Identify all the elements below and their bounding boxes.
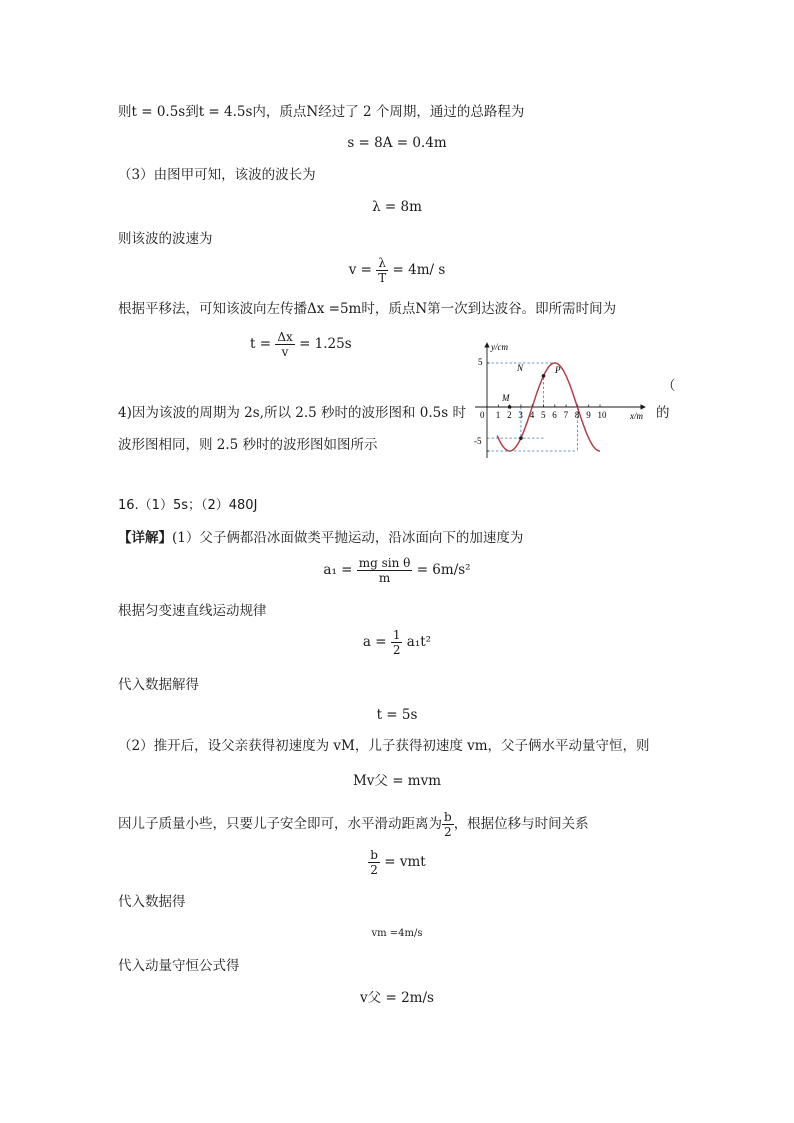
point-label-p: P	[555, 365, 561, 375]
x-tick-label: 2	[507, 410, 512, 420]
text-detail-line: 【详解】(1）父子俩都沿冰面做类平抛运动，沿冰面向下的加速度为	[118, 530, 524, 546]
equation-displacement: a = $\frac{1}{2}$ a₁t²	[362, 628, 432, 657]
x-tick-label: 6	[552, 410, 557, 420]
x-tick-label: 1	[495, 410, 501, 420]
y-tick-neg5: -5	[474, 436, 482, 446]
equation-total-path: s = 8A = 0.4m	[347, 135, 447, 151]
point-label-m: M	[502, 393, 510, 403]
x-tick-label: 0	[480, 410, 485, 420]
x-tick-label: 8	[574, 410, 580, 420]
text-son-distance: 因儿子质量小些，只要儿子安全即可，水平滑动距离为 $\frac{b}{2}$ ，根据位移与时间关系	[118, 810, 589, 839]
equation-b-over-2: $\frac{b}{2}$ = vmt	[370, 848, 426, 877]
equation-time: t = $\frac{\Delta x}{v}$ = 1.25s	[250, 330, 352, 359]
x-tick-label: 5	[541, 410, 546, 420]
equation-momentum: Mv父 = mvm	[352, 773, 442, 789]
x-tick-label: 7	[563, 410, 569, 420]
text-part4-open-paren: （	[662, 378, 676, 394]
text-uniform-motion: 根据匀变速直线运动规律	[118, 603, 267, 619]
text-wave-speed-intro: 则该波的波速为	[118, 231, 213, 247]
text-part4-de: 的	[656, 405, 670, 421]
y-axis-label: y/cm	[491, 342, 508, 352]
x-tick-label: 4	[529, 410, 535, 420]
equation-wavelength: λ = 8m	[372, 199, 422, 215]
equation-son-velocity: vm =4m/s	[371, 928, 423, 939]
fraction-b-over-2: $\frac{b}{2}$	[444, 810, 452, 839]
point-label-n: N	[517, 363, 524, 373]
graph-point	[508, 405, 512, 409]
text-part2-momentum: （2）推开后，设父亲获得初速度为 vM，儿子获得初速度 vm，父子俩水平动量守恒，则	[118, 738, 650, 754]
graph-point	[542, 374, 546, 378]
equation-wave-speed: v = $\frac{\lambda}{T}$ = 4m/ s	[348, 256, 446, 285]
x-tick-label: 9	[586, 410, 591, 420]
x-axis-label: x/m	[630, 411, 643, 421]
equation-time-result: t = 5s	[376, 707, 418, 723]
wave-graph	[470, 340, 655, 462]
detail-tag: 【详解】	[118, 530, 172, 546]
x-tick-label: 10	[597, 410, 607, 420]
equation-father-velocity: v父 = 2m/s	[360, 990, 434, 1006]
equation-acceleration: a₁ = $\frac{\text{mg sin θ}}{m}$ = 6m/s²	[323, 556, 471, 585]
graph-point	[519, 436, 523, 440]
y-tick-5: 5	[478, 357, 483, 367]
text-part3-intro: （3）由图甲可知，该波的波长为	[118, 167, 316, 183]
x-tick-label: 3	[518, 410, 523, 420]
text-substitute: 代入数据解得	[118, 677, 199, 693]
text-momentum-formula: 代入动量守恒公式得	[118, 958, 240, 974]
text-substitute-2: 代入数据得	[118, 894, 186, 910]
text-line-periods: 则t = 0.5s到t = 4.5s内，质点N经过了 2 个周期，通过的总路程为	[118, 104, 525, 120]
q16-answer-heading: 16.（1）5s；（2）480J	[118, 498, 258, 513]
text-part4-line2: 波形图相同，则 2.5 秒时的波形图如图所示	[118, 437, 378, 453]
text-translation-method: 根据平移法，可知该波向左传播Δx =5m时，质点N第一次到达波谷。即所需时间为	[118, 301, 617, 317]
text-part4-line1: 4)因为该波的周期为 2s,所以 2.5 秒时的波形图和 0.5s 时	[118, 405, 466, 421]
